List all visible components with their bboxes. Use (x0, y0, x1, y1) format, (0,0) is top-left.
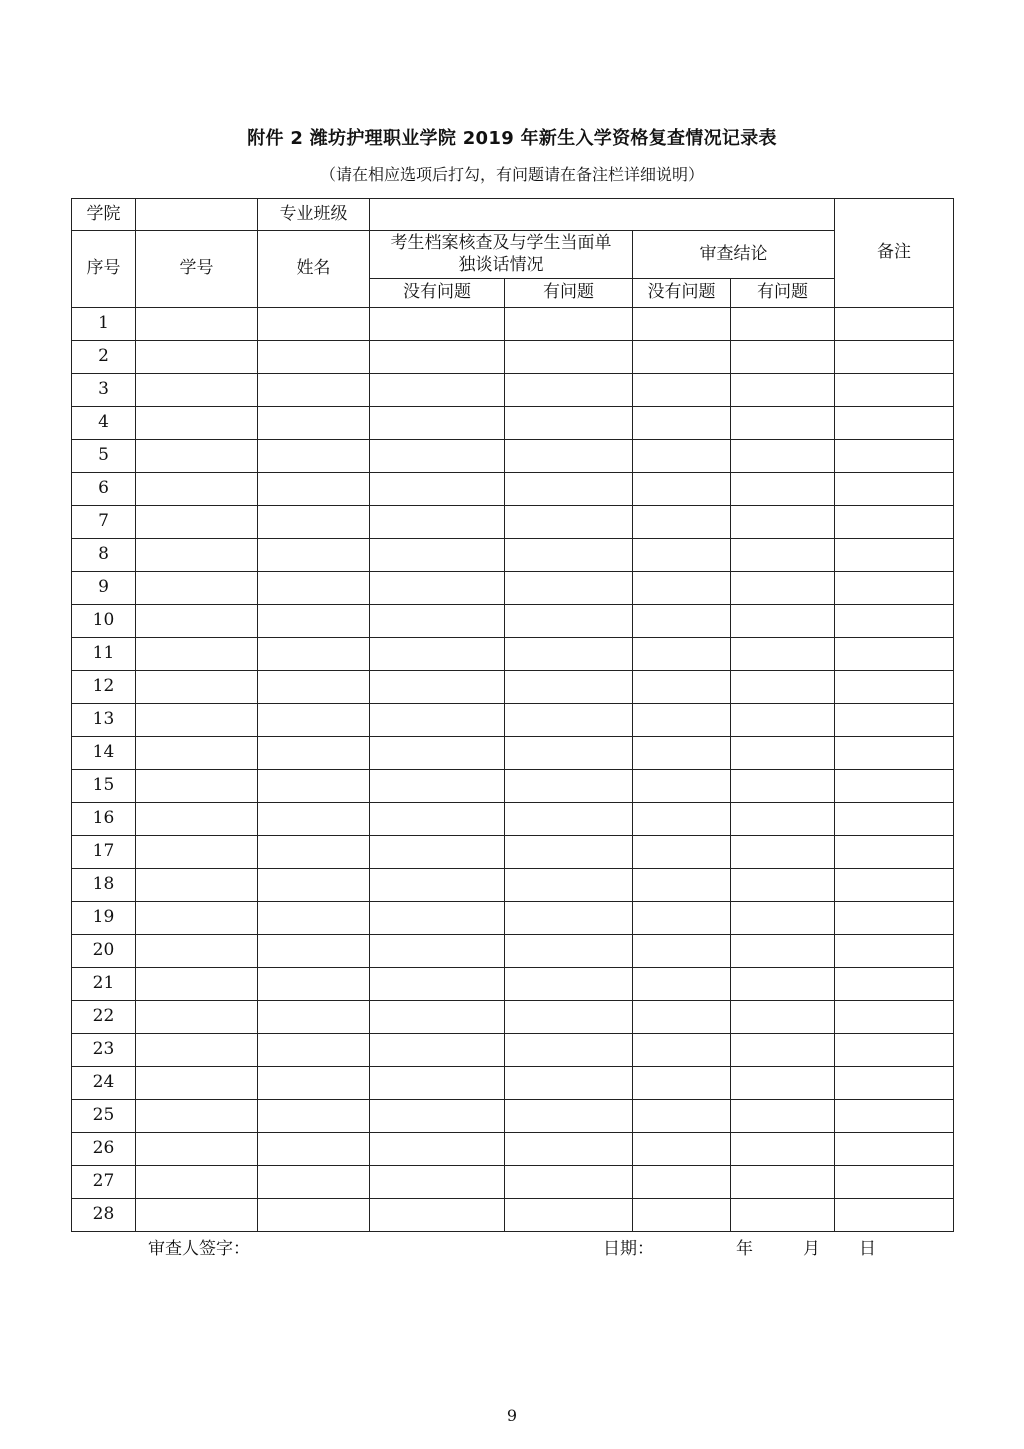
archive-no-problem-cell[interactable] (370, 638, 505, 671)
conclusion-no-problem-cell[interactable] (633, 605, 731, 638)
name-cell[interactable] (258, 770, 370, 803)
archive-no-problem-cell[interactable] (370, 737, 505, 770)
document-subtitle: （请在相应选项后打勾，有问题请在备注栏详细说明） (319, 165, 704, 184)
conclusion-has-problem-cell[interactable] (731, 704, 835, 737)
name-cell[interactable] (258, 341, 370, 374)
archive-has-problem-cell[interactable] (505, 341, 633, 374)
remarks-cell[interactable] (835, 374, 954, 407)
archive-no-problem-cell[interactable] (370, 869, 505, 902)
record-table (71, 198, 954, 1232)
name-cell[interactable] (258, 1133, 370, 1166)
name-cell[interactable] (258, 704, 370, 737)
table-row (72, 704, 954, 737)
table-row (72, 407, 954, 440)
archive-no-problem-cell[interactable] (370, 671, 505, 704)
table-row (72, 341, 954, 374)
row-number: 14 (72, 737, 136, 770)
student-id-cell[interactable] (136, 473, 258, 506)
student-id-cell[interactable] (136, 407, 258, 440)
archive-has-problem-cell[interactable] (505, 803, 633, 836)
archive-has-problem-cell[interactable] (505, 770, 633, 803)
remarks-cell[interactable] (835, 770, 954, 803)
remarks-cell[interactable] (835, 539, 954, 572)
conclusion-no-problem-cell[interactable] (633, 803, 731, 836)
conclusion-no-problem-cell[interactable] (633, 704, 731, 737)
name-cell[interactable] (258, 407, 370, 440)
name-cell[interactable] (258, 671, 370, 704)
name-cell[interactable] (258, 869, 370, 902)
name-cell[interactable] (258, 902, 370, 935)
table-row (72, 869, 954, 902)
student-id-cell[interactable] (136, 704, 258, 737)
archive-has-problem-header: 有问题 (505, 279, 633, 308)
conclusion-no-problem-cell[interactable] (633, 1067, 731, 1100)
table-row (72, 440, 954, 473)
student-id-cell[interactable] (136, 770, 258, 803)
name-cell[interactable] (258, 308, 370, 341)
conclusion-no-problem-cell[interactable] (633, 935, 731, 968)
name-cell[interactable] (258, 605, 370, 638)
name-cell[interactable] (258, 968, 370, 1001)
table-row (72, 473, 954, 506)
row-number: 17 (72, 836, 136, 869)
conclusion-has-problem-cell[interactable] (731, 638, 835, 671)
conclusion-no-problem-cell[interactable] (633, 1133, 731, 1166)
archive-no-problem-cell[interactable] (370, 1001, 505, 1034)
page-number: 9 (506, 1406, 518, 1425)
student-id-cell[interactable] (136, 803, 258, 836)
table-row (72, 572, 954, 605)
reviewer-signature-label: 审查人签字： (148, 1239, 250, 1259)
table-row (72, 737, 954, 770)
conclusion-has-problem-cell[interactable] (731, 1133, 835, 1166)
name-cell[interactable] (258, 1067, 370, 1100)
conclusion-no-problem-cell[interactable] (633, 638, 731, 671)
seq-header: 序号 (72, 231, 136, 308)
archive-has-problem-cell[interactable] (505, 440, 633, 473)
table-row (72, 1199, 954, 1232)
archive-no-problem-cell[interactable] (370, 1100, 505, 1133)
conclusion-has-problem-cell[interactable] (731, 407, 835, 440)
conclusion-has-problem-cell[interactable] (731, 1166, 835, 1199)
conclusion-no-problem-cell[interactable] (633, 473, 731, 506)
row-number: 22 (72, 1001, 136, 1034)
name-header: 姓名 (258, 231, 370, 308)
row-number: 6 (72, 473, 136, 506)
archive-no-problem-cell[interactable] (370, 308, 505, 341)
conclusion-has-problem-cell[interactable] (731, 803, 835, 836)
row-number: 18 (72, 869, 136, 902)
archive-no-problem-cell[interactable] (370, 572, 505, 605)
name-cell[interactable] (258, 506, 370, 539)
college-value-field[interactable] (136, 199, 258, 231)
name-cell[interactable] (258, 638, 370, 671)
row-number: 24 (72, 1067, 136, 1100)
conclusion-has-problem-cell[interactable] (731, 770, 835, 803)
table-row (72, 770, 954, 803)
name-cell[interactable] (258, 374, 370, 407)
student-id-cell[interactable] (136, 1166, 258, 1199)
student-id-cell[interactable] (136, 506, 258, 539)
conclusion-has-problem-cell[interactable] (731, 935, 835, 968)
row-number: 15 (72, 770, 136, 803)
archive-no-problem-cell[interactable] (370, 836, 505, 869)
remarks-cell[interactable] (835, 836, 954, 869)
student-id-cell[interactable] (136, 1100, 258, 1133)
name-cell[interactable] (258, 935, 370, 968)
conclusion-no-problem-cell[interactable] (633, 902, 731, 935)
table-row (72, 968, 954, 1001)
month-label: 月 (803, 1239, 820, 1259)
conclusion-no-problem-cell[interactable] (633, 836, 731, 869)
student-id-cell[interactable] (136, 341, 258, 374)
conclusion-no-problem-cell[interactable] (633, 308, 731, 341)
remarks-cell[interactable] (835, 869, 954, 902)
archive-has-problem-cell[interactable] (505, 1100, 633, 1133)
conclusion-has-problem-cell[interactable] (731, 572, 835, 605)
archive-has-problem-cell[interactable] (505, 1001, 633, 1034)
row-number: 11 (72, 638, 136, 671)
conclusion-no-problem-cell[interactable] (633, 1001, 731, 1034)
conclusion-no-problem-cell[interactable] (633, 572, 731, 605)
remarks-cell[interactable] (835, 1199, 954, 1232)
table-row (72, 539, 954, 572)
archive-no-problem-cell[interactable] (370, 704, 505, 737)
archive-no-problem-cell[interactable] (370, 506, 505, 539)
student-id-cell[interactable] (136, 968, 258, 1001)
row-number: 27 (72, 1166, 136, 1199)
document-title: 附件 2 潍坊护理职业学院 2019 年新生入学资格复查情况记录表 (247, 128, 777, 149)
archive-has-problem-cell[interactable] (505, 1067, 633, 1100)
remarks-cell[interactable] (835, 935, 954, 968)
row-number: 10 (72, 605, 136, 638)
row-number: 4 (72, 407, 136, 440)
name-cell[interactable] (258, 572, 370, 605)
archive-no-problem-cell[interactable] (370, 341, 505, 374)
archive-has-problem-cell[interactable] (505, 1199, 633, 1232)
row-number: 28 (72, 1199, 136, 1232)
remarks-header: 备注 (835, 199, 954, 308)
conclusion-has-problem-cell[interactable] (731, 506, 835, 539)
table-row (72, 836, 954, 869)
archive-has-problem-cell[interactable] (505, 836, 633, 869)
archive-has-problem-cell[interactable] (505, 374, 633, 407)
name-cell[interactable] (258, 440, 370, 473)
remarks-cell[interactable] (835, 1166, 954, 1199)
row-number: 23 (72, 1034, 136, 1067)
student-id-cell[interactable] (136, 902, 258, 935)
archive-no-problem-cell[interactable] (370, 473, 505, 506)
table-row (72, 1067, 954, 1100)
conclusion-has-problem-cell[interactable] (731, 1067, 835, 1100)
table-row (72, 935, 954, 968)
conclusion-has-problem-cell[interactable] (731, 1100, 835, 1133)
conclusion-no-problem-cell[interactable] (633, 539, 731, 572)
year-label: 年 (736, 1239, 753, 1259)
archive-has-problem-cell[interactable] (505, 308, 633, 341)
student-id-cell[interactable] (136, 638, 258, 671)
conclusion-no-problem-cell[interactable] (633, 968, 731, 1001)
table-row (72, 638, 954, 671)
conclusion-has-problem-cell[interactable] (731, 1001, 835, 1034)
conclusion-has-problem-cell[interactable] (731, 374, 835, 407)
row-number: 21 (72, 968, 136, 1001)
conclusion-has-problem-cell[interactable] (731, 308, 835, 341)
archive-has-problem-cell[interactable] (505, 704, 633, 737)
archive-has-problem-cell[interactable] (505, 539, 633, 572)
conclusion-no-problem-cell[interactable] (633, 341, 731, 374)
conclusion-has-problem-cell[interactable] (731, 473, 835, 506)
remarks-cell[interactable] (835, 968, 954, 1001)
row-number: 20 (72, 935, 136, 968)
table-row (72, 605, 954, 638)
archive-no-problem-cell[interactable] (370, 407, 505, 440)
archive-no-problem-cell[interactable] (370, 1199, 505, 1232)
archive-has-problem-cell[interactable] (505, 1034, 633, 1067)
conclusion-no-problem-cell[interactable] (633, 737, 731, 770)
college-label: 学院 (72, 199, 136, 231)
archive-no-problem-cell[interactable] (370, 539, 505, 572)
row-number: 19 (72, 902, 136, 935)
name-cell[interactable] (258, 1199, 370, 1232)
conclusion-has-problem-cell[interactable] (731, 440, 835, 473)
conclusion-has-problem-cell[interactable] (731, 902, 835, 935)
student-id-cell[interactable] (136, 836, 258, 869)
archive-has-problem-cell[interactable] (505, 407, 633, 440)
conclusion-has-problem-cell[interactable] (731, 605, 835, 638)
student-id-cell[interactable] (136, 374, 258, 407)
table-row (72, 506, 954, 539)
archive-has-problem-cell[interactable] (505, 968, 633, 1001)
row-number: 7 (72, 506, 136, 539)
student-id-header: 学号 (136, 231, 258, 308)
remarks-cell[interactable] (835, 440, 954, 473)
row-number: 1 (72, 308, 136, 341)
row-number: 13 (72, 704, 136, 737)
remarks-cell[interactable] (835, 737, 954, 770)
archive-has-problem-cell[interactable] (505, 605, 633, 638)
archive-no-problem-cell[interactable] (370, 968, 505, 1001)
archive-no-problem-cell[interactable] (370, 374, 505, 407)
remarks-cell[interactable] (835, 704, 954, 737)
row-number: 3 (72, 374, 136, 407)
table-row (72, 374, 954, 407)
archive-check-header: 考生档案核查及与学生当面单独谈话情况 (370, 231, 633, 279)
remarks-cell[interactable] (835, 1034, 954, 1067)
row-number: 8 (72, 539, 136, 572)
table-row (72, 902, 954, 935)
name-cell[interactable] (258, 1166, 370, 1199)
student-id-cell[interactable] (136, 1067, 258, 1100)
archive-no-problem-cell[interactable] (370, 803, 505, 836)
archive-no-problem-cell[interactable] (370, 1067, 505, 1100)
archive-has-problem-cell[interactable] (505, 1166, 633, 1199)
table-row (72, 1100, 954, 1133)
remarks-cell[interactable] (835, 572, 954, 605)
student-id-cell[interactable] (136, 440, 258, 473)
archive-has-problem-cell[interactable] (505, 572, 633, 605)
student-id-cell[interactable] (136, 671, 258, 704)
table-row (72, 1001, 954, 1034)
conclusion-no-problem-cell[interactable] (633, 407, 731, 440)
conclusion-no-problem-cell[interactable] (633, 1100, 731, 1133)
name-cell[interactable] (258, 1034, 370, 1067)
archive-no-problem-header: 没有问题 (370, 279, 505, 308)
student-id-cell[interactable] (136, 869, 258, 902)
remarks-cell[interactable] (835, 902, 954, 935)
archive-no-problem-cell[interactable] (370, 770, 505, 803)
archive-no-problem-cell[interactable] (370, 1034, 505, 1067)
remarks-cell[interactable] (835, 407, 954, 440)
row-number: 12 (72, 671, 136, 704)
row-number: 9 (72, 572, 136, 605)
date-label: 日期： (603, 1239, 654, 1259)
remarks-cell[interactable] (835, 605, 954, 638)
name-cell[interactable] (258, 1100, 370, 1133)
student-id-cell[interactable] (136, 1001, 258, 1034)
conclusion-has-problem-cell[interactable] (731, 1199, 835, 1232)
conclusion-no-problem-cell[interactable] (633, 770, 731, 803)
row-number: 16 (72, 803, 136, 836)
conclusion-no-problem-cell[interactable] (633, 1166, 731, 1199)
archive-no-problem-cell[interactable] (370, 1166, 505, 1199)
conclusion-no-problem-cell[interactable] (633, 1199, 731, 1232)
archive-has-problem-cell[interactable] (505, 473, 633, 506)
conclusion-header: 审查结论 (633, 231, 835, 279)
conclusion-has-problem-cell[interactable] (731, 869, 835, 902)
remarks-cell[interactable] (835, 1133, 954, 1166)
conclusion-no-problem-cell[interactable] (633, 374, 731, 407)
remarks-cell[interactable] (835, 506, 954, 539)
student-id-cell[interactable] (136, 572, 258, 605)
table-row (72, 308, 954, 341)
conclusion-has-problem-cell[interactable] (731, 341, 835, 374)
conclusion-has-problem-cell[interactable] (731, 539, 835, 572)
remarks-cell[interactable] (835, 1100, 954, 1133)
archive-has-problem-cell[interactable] (505, 935, 633, 968)
conclusion-no-problem-cell[interactable] (633, 440, 731, 473)
archive-no-problem-cell[interactable] (370, 440, 505, 473)
archive-no-problem-cell[interactable] (370, 1133, 505, 1166)
student-id-cell[interactable] (136, 1133, 258, 1166)
name-cell[interactable] (258, 836, 370, 869)
conclusion-has-problem-cell[interactable] (731, 737, 835, 770)
student-id-cell[interactable] (136, 308, 258, 341)
row-number: 2 (72, 341, 136, 374)
table-row (72, 1133, 954, 1166)
conclusion-has-problem-cell[interactable] (731, 968, 835, 1001)
conclusion-no-problem-cell[interactable] (633, 1034, 731, 1067)
student-id-cell[interactable] (136, 605, 258, 638)
archive-has-problem-cell[interactable] (505, 1133, 633, 1166)
archive-has-problem-cell[interactable] (505, 638, 633, 671)
archive-has-problem-cell[interactable] (505, 869, 633, 902)
conclusion-no-problem-header: 没有问题 (633, 279, 731, 308)
remarks-cell[interactable] (835, 473, 954, 506)
remarks-cell[interactable] (835, 1067, 954, 1100)
student-id-cell[interactable] (136, 1034, 258, 1067)
major-class-value-field[interactable] (370, 199, 835, 231)
archive-has-problem-cell[interactable] (505, 671, 633, 704)
table-row (72, 803, 954, 836)
remarks-cell[interactable] (835, 1001, 954, 1034)
major-class-label: 专业班级 (258, 199, 370, 231)
header-row-college (72, 199, 954, 231)
name-cell[interactable] (258, 737, 370, 770)
student-id-cell[interactable] (136, 737, 258, 770)
name-cell[interactable] (258, 539, 370, 572)
archive-no-problem-cell[interactable] (370, 605, 505, 638)
header-row-columns (72, 231, 954, 279)
name-cell[interactable] (258, 803, 370, 836)
table-row (72, 671, 954, 704)
remarks-cell[interactable] (835, 803, 954, 836)
remarks-cell[interactable] (835, 308, 954, 341)
name-cell[interactable] (258, 1001, 370, 1034)
row-number: 5 (72, 440, 136, 473)
conclusion-has-problem-cell[interactable] (731, 1034, 835, 1067)
conclusion-no-problem-cell[interactable] (633, 506, 731, 539)
remarks-cell[interactable] (835, 638, 954, 671)
archive-has-problem-cell[interactable] (505, 506, 633, 539)
conclusion-has-problem-cell[interactable] (731, 671, 835, 704)
conclusion-no-problem-cell[interactable] (633, 671, 731, 704)
row-number: 25 (72, 1100, 136, 1133)
student-id-cell[interactable] (136, 1199, 258, 1232)
conclusion-no-problem-cell[interactable] (633, 869, 731, 902)
archive-has-problem-cell[interactable] (505, 902, 633, 935)
student-id-cell[interactable] (136, 539, 258, 572)
archive-no-problem-cell[interactable] (370, 935, 505, 968)
archive-no-problem-cell[interactable] (370, 902, 505, 935)
name-cell[interactable] (258, 473, 370, 506)
row-number: 26 (72, 1133, 136, 1166)
archive-has-problem-cell[interactable] (505, 737, 633, 770)
table-row (72, 1034, 954, 1067)
day-label: 日 (859, 1239, 876, 1259)
conclusion-has-problem-cell[interactable] (731, 836, 835, 869)
remarks-cell[interactable] (835, 341, 954, 374)
table-row (72, 1166, 954, 1199)
conclusion-has-problem-header: 有问题 (731, 279, 835, 308)
remarks-cell[interactable] (835, 671, 954, 704)
student-id-cell[interactable] (136, 935, 258, 968)
